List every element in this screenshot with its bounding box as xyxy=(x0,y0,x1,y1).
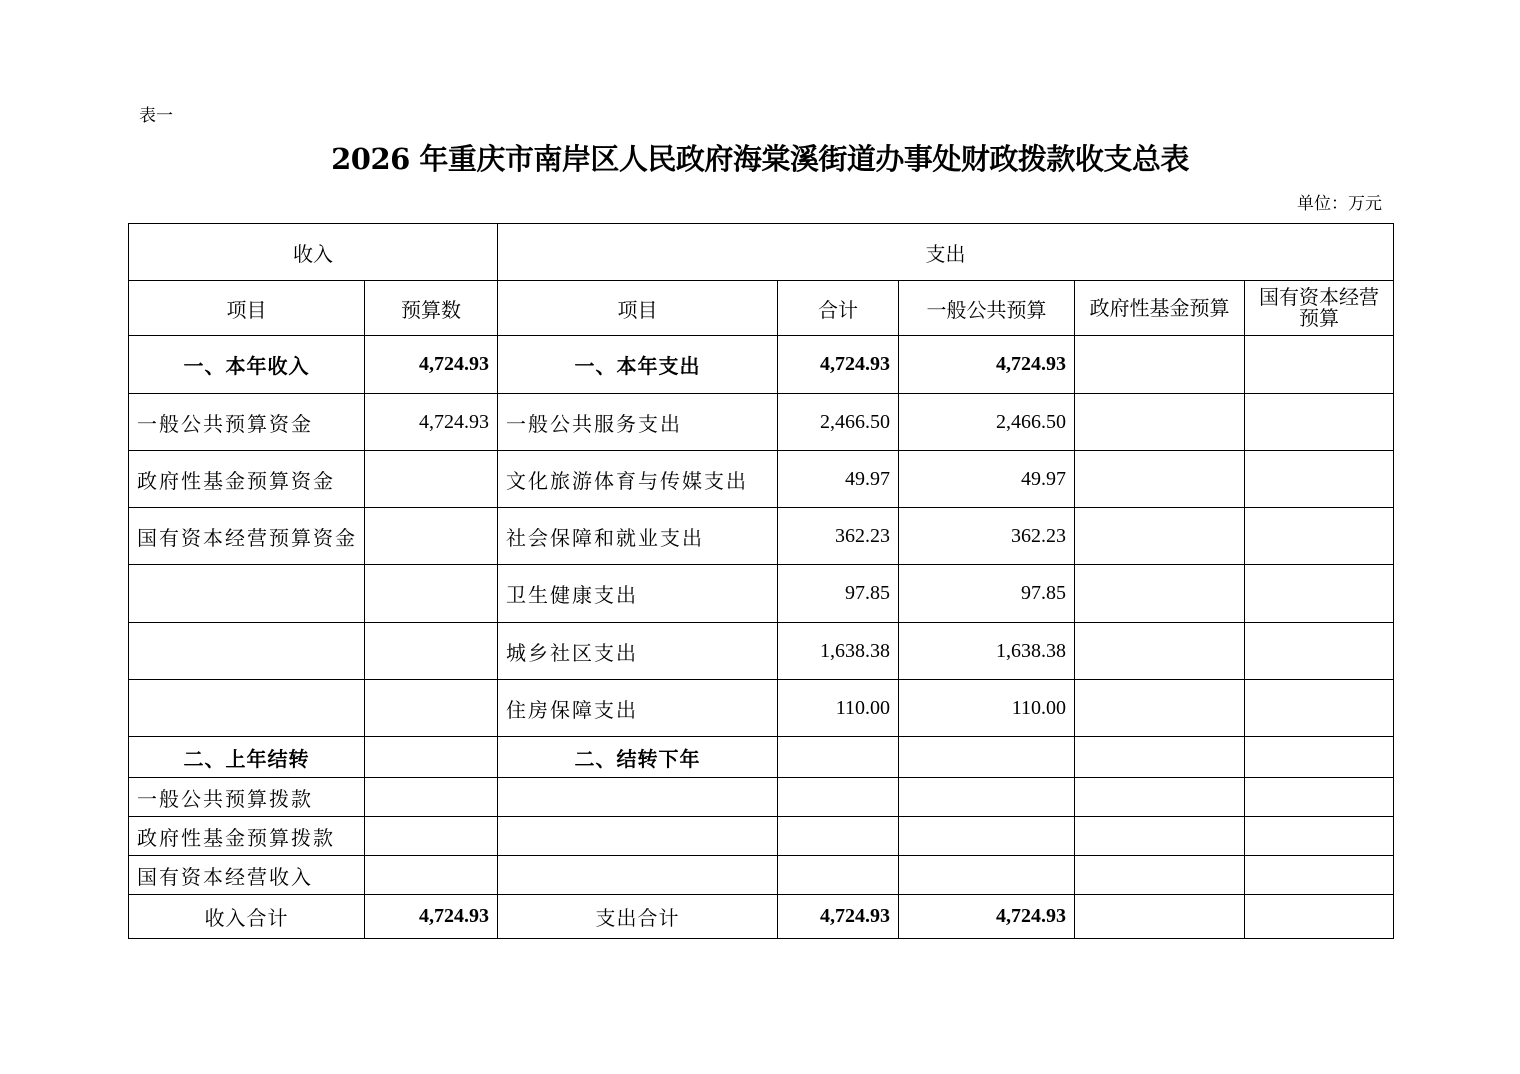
col-header-income-budget: 预算数 xyxy=(365,281,498,336)
income-item-cell: 二、上年结转 xyxy=(129,737,365,778)
total-cell: 97.85 xyxy=(778,565,899,623)
state-capital-budget-cell xyxy=(1245,623,1394,680)
income-budget-cell xyxy=(365,737,498,778)
state-capital-budget-cell xyxy=(1245,451,1394,508)
expense-total-label: 支出合计 xyxy=(498,895,778,939)
column-header-row xyxy=(129,281,1394,336)
state-capital-budget-cell xyxy=(1245,394,1394,451)
gov-fund-budget-cell xyxy=(1075,565,1245,623)
general-budget-cell xyxy=(899,856,1075,895)
gov-fund-budget-cell xyxy=(1075,623,1245,680)
table-row xyxy=(129,856,1394,895)
total-cell: 1,638.38 xyxy=(778,623,899,680)
expense-item-cell: 文化旅游体育与传媒支出 xyxy=(498,451,778,508)
col-header-state-capital-budget: 国有资本经营预算 xyxy=(1245,281,1394,336)
income-item-cell xyxy=(129,623,365,680)
expense-item-cell xyxy=(498,778,778,817)
table-row xyxy=(129,336,1394,394)
page-title: 2026 年重庆市南岸区人民政府海棠溪街道办事处财政拨款收支总表 xyxy=(331,142,1189,176)
expense-item-cell: 二、结转下年 xyxy=(498,737,778,778)
state-capital-budget-cell xyxy=(1245,737,1394,778)
expense-item-cell xyxy=(498,856,778,895)
col-header-expense-item: 项目 xyxy=(498,281,778,336)
gov-fund-budget-cell xyxy=(1075,394,1245,451)
gov-fund-budget-cell xyxy=(1075,778,1245,817)
expense-item-cell: 一、本年支出 xyxy=(498,336,778,394)
total-cell: 2,466.50 xyxy=(778,394,899,451)
table-row xyxy=(129,565,1394,623)
income-budget-cell xyxy=(365,680,498,737)
state-capital-budget-cell xyxy=(1245,508,1394,565)
income-item-cell: 国有资本经营预算资金 xyxy=(129,508,365,565)
income-item-cell: 一般公共预算拨款 xyxy=(129,778,365,817)
unit-label: 单位：万元 xyxy=(1297,194,1382,214)
col-header-general-budget: 一般公共预算 xyxy=(899,281,1075,336)
total-cell: 4,724.93 xyxy=(778,336,899,394)
income-budget-cell xyxy=(365,778,498,817)
gov-fund-budget-cell xyxy=(1075,680,1245,737)
general-budget-cell: 4,724.93 xyxy=(899,895,1075,939)
state-capital-budget-cell xyxy=(1245,336,1394,394)
general-budget-cell: 362.23 xyxy=(899,508,1075,565)
state-capital-budget-cell xyxy=(1245,680,1394,737)
table-row xyxy=(129,451,1394,508)
expense-item-cell xyxy=(498,817,778,856)
gov-fund-budget-cell xyxy=(1075,451,1245,508)
total-cell xyxy=(778,778,899,817)
income-budget-cell xyxy=(365,508,498,565)
table-row xyxy=(129,737,1394,778)
income-item-cell: 一、本年收入 xyxy=(129,336,365,394)
state-capital-budget-cell xyxy=(1245,895,1394,939)
table-row xyxy=(129,778,1394,817)
col-header-gov-fund-budget: 政府性基金预算 xyxy=(1075,281,1245,336)
expense-item-cell: 城乡社区支出 xyxy=(498,623,778,680)
gov-fund-budget-cell xyxy=(1075,817,1245,856)
table-row xyxy=(129,394,1394,451)
income-budget-cell xyxy=(365,817,498,856)
state-capital-budget-cell xyxy=(1245,565,1394,623)
general-budget-cell xyxy=(899,778,1075,817)
expense-group-header: 支出 xyxy=(498,224,1394,281)
total-cell: 362.23 xyxy=(778,508,899,565)
gov-fund-budget-cell xyxy=(1075,737,1245,778)
income-budget-cell xyxy=(365,451,498,508)
total-cell: 49.97 xyxy=(778,451,899,508)
income-group-header: 收入 xyxy=(129,224,498,281)
state-capital-budget-cell xyxy=(1245,778,1394,817)
income-total-value: 4,724.93 xyxy=(365,895,498,939)
expense-item-cell: 住房保障支出 xyxy=(498,680,778,737)
table-row xyxy=(129,680,1394,737)
total-cell: 110.00 xyxy=(778,680,899,737)
income-item-cell: 政府性基金预算拨款 xyxy=(129,817,365,856)
total-cell xyxy=(778,737,899,778)
income-item-cell: 国有资本经营收入 xyxy=(129,856,365,895)
table-row xyxy=(129,623,1394,680)
income-budget-cell xyxy=(365,623,498,680)
income-item-cell: 一般公共预算资金 xyxy=(129,394,365,451)
income-budget-cell xyxy=(365,565,498,623)
general-budget-cell: 4,724.93 xyxy=(899,336,1075,394)
income-item-cell: 政府性基金预算资金 xyxy=(129,451,365,508)
expense-item-cell: 社会保障和就业支出 xyxy=(498,508,778,565)
income-budget-cell: 4,724.93 xyxy=(365,394,498,451)
expense-item-cell: 卫生健康支出 xyxy=(498,565,778,623)
table-row xyxy=(129,817,1394,856)
table-row xyxy=(129,508,1394,565)
general-budget-cell xyxy=(899,737,1075,778)
table-label: 表一 xyxy=(139,106,173,126)
general-budget-cell: 110.00 xyxy=(899,680,1075,737)
budget-table xyxy=(128,223,1394,939)
general-budget-cell: 1,638.38 xyxy=(899,623,1075,680)
total-cell xyxy=(778,856,899,895)
gov-fund-budget-cell xyxy=(1075,895,1245,939)
gov-fund-budget-cell xyxy=(1075,336,1245,394)
income-budget-cell xyxy=(365,856,498,895)
state-capital-budget-cell xyxy=(1245,856,1394,895)
general-budget-cell: 97.85 xyxy=(899,565,1075,623)
income-item-cell xyxy=(129,680,365,737)
state-capital-budget-cell xyxy=(1245,817,1394,856)
totals-row xyxy=(129,895,1394,939)
income-total-label: 收入合计 xyxy=(129,895,365,939)
group-header-row xyxy=(129,224,1394,281)
expense-item-cell: 一般公共服务支出 xyxy=(498,394,778,451)
gov-fund-budget-cell xyxy=(1075,508,1245,565)
general-budget-cell: 2,466.50 xyxy=(899,394,1075,451)
col-header-income-item: 项目 xyxy=(129,281,365,336)
income-budget-cell: 4,724.93 xyxy=(365,336,498,394)
gov-fund-budget-cell xyxy=(1075,856,1245,895)
total-cell xyxy=(778,817,899,856)
col-header-total: 合计 xyxy=(778,281,899,336)
general-budget-cell: 49.97 xyxy=(899,451,1075,508)
income-item-cell xyxy=(129,565,365,623)
general-budget-cell xyxy=(899,817,1075,856)
total-cell: 4,724.93 xyxy=(778,895,899,939)
